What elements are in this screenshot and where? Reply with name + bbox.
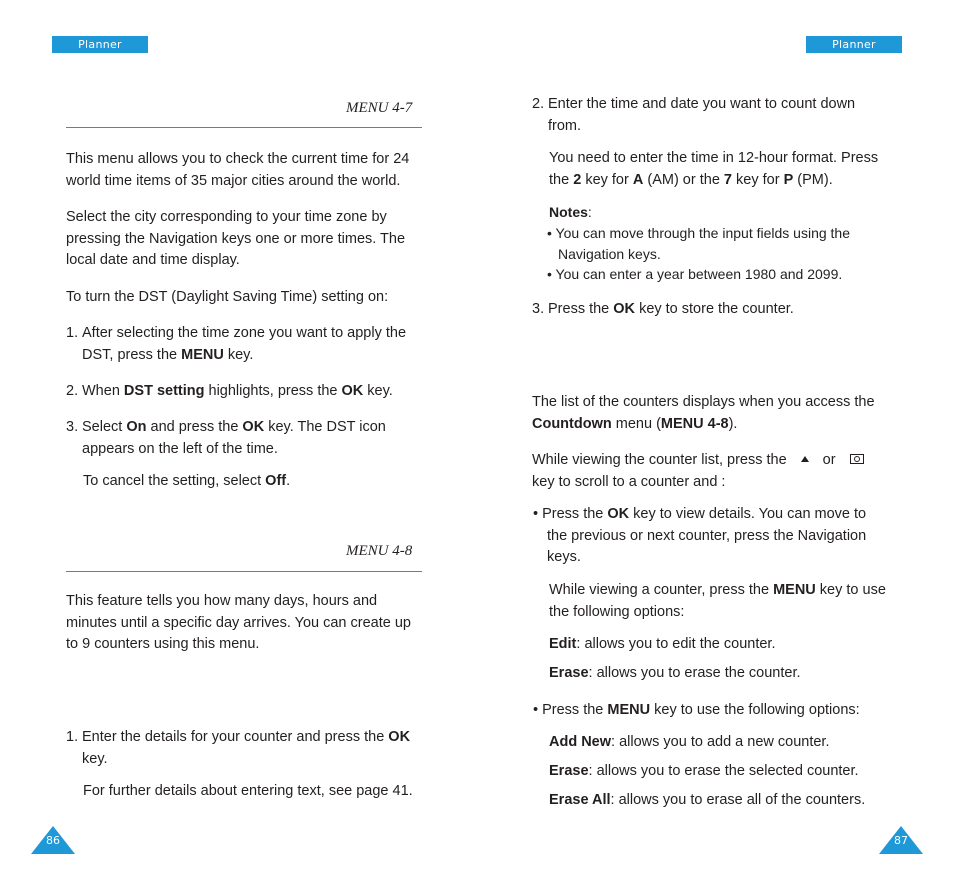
option-erase-all: Erase All: allows you to erase all of the counters.	[549, 792, 866, 808]
step-number: 1.	[66, 325, 79, 341]
step-text: When DST setting highlights, press the OK key.	[82, 383, 393, 399]
step-text: After selecting the time zone you want to apply the DST, press the MENU key.	[82, 325, 407, 363]
menu-ref-4-7: MENU 4-7	[346, 100, 413, 116]
section-rule	[66, 127, 422, 128]
option-add-new: Add New: allows you to add a new counter.	[549, 734, 830, 750]
step-number: 2.	[532, 96, 545, 112]
option-erase: Erase: allows you to erase the counter.	[549, 665, 801, 681]
paragraph: To turn the DST (Daylight Saving Time) setting on:	[66, 289, 389, 305]
step-text: Select On and press the OK key. The DST icon appears on the left of the time.	[82, 419, 386, 457]
step-number: 3.	[532, 301, 545, 317]
bullet-subtext: While viewing a counter, press the MENU key to use the following options:	[549, 582, 886, 620]
section-tab-right: Planner	[806, 36, 902, 53]
option-erase-selected: Erase: allows you to erase the selected counter.	[549, 763, 859, 779]
step-subtext: For further details about entering text, see page 41.	[83, 783, 413, 799]
note-item: • You can enter a year between 1980 and 2099.	[547, 266, 843, 282]
paragraph: While viewing the counter list, press the or key to scroll to a counter and :	[532, 450, 892, 493]
section-tab-left: Planner	[52, 36, 148, 53]
page-number-right: 87	[894, 834, 908, 847]
page-number-left: 86	[46, 834, 60, 847]
step-number: 1.	[66, 729, 79, 745]
camera-key-icon	[850, 454, 864, 464]
notes-heading: Notes:	[549, 204, 592, 220]
step-subtext: You need to enter the time in 12-hour format. Press the 2 key for A (AM) or the 7 key for P (PM).	[549, 150, 879, 188]
step-text: Enter the details for your counter and press the OK key.	[82, 729, 411, 767]
step-text: Enter the time and date you want to count down from.	[548, 96, 856, 134]
step-text: Press the OK key to store the counter.	[548, 301, 794, 317]
bullet-item: • Press the MENU key to use the following options:	[533, 702, 860, 718]
step-number: 2.	[66, 383, 79, 399]
step-subtext: To cancel the setting, select Off.	[83, 473, 291, 489]
bullet-item: • Press the OK key to view details. You can move to the previous or next counter, press the Navigation keys.	[533, 506, 867, 565]
paragraph: Select the city corresponding to your time zone by pressing the Navigation keys one or more times. The local date and time display.	[66, 209, 406, 268]
paragraph: This feature tells you how many days, hours and minutes until a specific day arrives. You can create up to 9 counters using this menu.	[66, 593, 411, 652]
option-edit: Edit: allows you to edit the counter.	[549, 636, 776, 652]
section-rule	[66, 571, 422, 572]
menu-ref-4-8: MENU 4-8	[346, 543, 413, 559]
step-number: 3.	[66, 419, 79, 435]
paragraph: This menu allows you to check the current time for 24 world time items of 35 major cities around the world.	[66, 151, 410, 189]
paragraph: The list of the counters displays when you access the Countdown menu (MENU 4-8).	[532, 394, 875, 432]
up-arrow-icon	[801, 456, 809, 462]
note-item: • You can move through the input fields using the Navigation keys.	[547, 225, 851, 262]
